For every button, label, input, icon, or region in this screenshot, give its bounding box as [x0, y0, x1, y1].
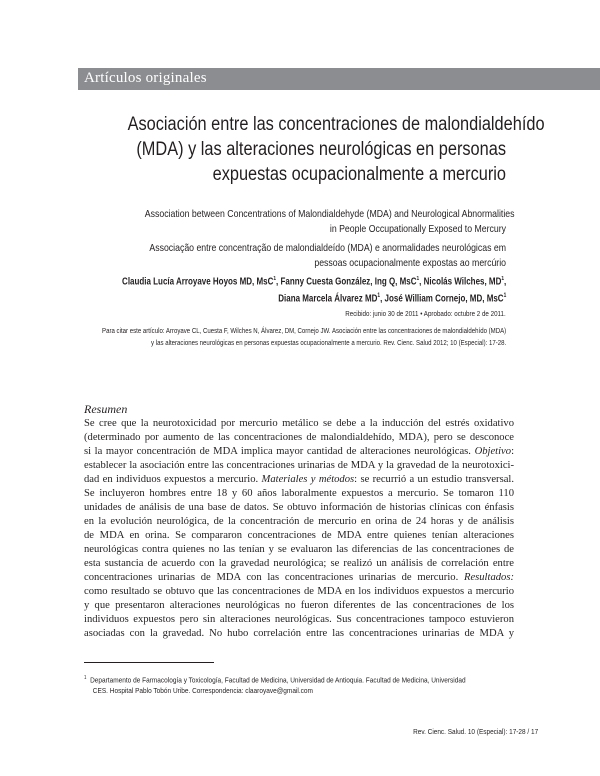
section-header-bar: [78, 68, 600, 90]
abstract-body: [84, 417, 514, 641]
abstract-line: individuos expuestos pero sin alteraciones neurológicas. Sus concentraciones tampoco estuvieron: [84, 614, 514, 625]
citation-note: [102, 325, 506, 349]
received-dates: Recibido: junio 30 de 2011 • Aprobado: octubre 2 de 2011.: [345, 309, 506, 318]
affiliation-mark: 1: [503, 293, 506, 300]
results-label: Resultados:: [463, 572, 514, 583]
page-footer: Rev. Cienc. Salud. 10 (Especial): 17-28 / 17: [412, 727, 538, 736]
abstract-line: asociadas con la gravedad. No hubo correlación entre las concentraciones urinarias de MDA y: [84, 628, 514, 639]
english-title-line: in People Occupationally Exposed to Mercury: [329, 224, 506, 235]
author-name: Claudia Lucía Arroyave Hoyos MD, MsC: [121, 276, 274, 288]
author-name: Fanny Cuesta González, Ing Q, MsC: [280, 276, 417, 288]
portuguese-title-line: pessoas ocupacionalmente expostas ao mercúrio: [314, 258, 506, 269]
methods-label: Materiales y métodos: [261, 474, 355, 485]
abstract-line: de MDA en orina. Se compararon concentraciones de MDA entre quienes tenían alteraciones: [84, 530, 514, 541]
author-name: Nicolás Wilches, MD: [423, 276, 502, 288]
footnote-mark: 1: [84, 675, 87, 681]
footnote-line: Departamento de Farmacología y Toxicología, Facultad de Medicina, Universidad de Antioquia. Facultad de Medicina, Universidad: [90, 675, 466, 685]
section-label: Artículos originales: [84, 70, 207, 86]
author-name: José William Cornejo, MD, MsC: [384, 293, 504, 305]
abstract-line: dad en individuos expuestos a mercurio. Materiales y métodos: se recurrió a un estudio transversal.: [84, 474, 514, 485]
title-line: expuestas ocupacionalmente a mercurio: [212, 164, 506, 185]
title-line: (MDA) y las alteraciones neurológicas en personas: [136, 139, 506, 160]
abstract-heading: Resumen: [84, 402, 128, 416]
objective-label: Objetivo: [474, 446, 512, 457]
affiliation-mark: 1: [377, 293, 380, 300]
abstract-line: concentraciones urinarias de MDA con las concentraciones urinarias de mercurio. Resultados:: [84, 572, 514, 583]
affiliation-mark: 1: [273, 276, 276, 282]
english-title-line: Association between Concentrations of Malondialdehyde (MDA) and Neurological Abnormalities: [144, 209, 515, 220]
author-list: Claudia Lucía Arroyave Hoyos MD, MsC$^1$, Fanny Cuesta González, Ing Q, MsC$^1$, Nicolás Wilches, $MD^1$, Diana Marcela Álvarez $MD^1$, José William Cornejo, MD, MsC$^1$: [121, 276, 506, 305]
portuguese-title-line: Associação entre concentração de malondialdeído (MDA) e anormalidades neurológicas em: [149, 243, 506, 254]
abstract-line: (determinado por aumento de las concentraciones de malondialdehído, MDA), pero se desconoce: [84, 432, 514, 443]
abstract-line: y que presentaron alteraciones neurológicas no fueron diferentes de las concentraciones de los: [84, 600, 514, 611]
affiliation-mark: 1: [416, 276, 419, 282]
abstract-line: Se incluyeron hombres entre 18 y 60 años laboralmente expuestos a mercurio. Se tomaron 110: [84, 488, 514, 499]
abstract-line: establecer la asociación entre las concentraciones urinarias de MDA y la gravedad de la neurotoxici-: [84, 460, 514, 471]
abstract-line: en la evolución neurológica, de la concentración de mercurio en orina de 24 horas y de análisis: [84, 516, 514, 527]
title-line: Asociación entre las concentraciones de malondialdehído: [127, 114, 545, 135]
abstract-line: neurológicas contra quienes no las tenían y se evaluaron las diferencias de las concentraciones de: [84, 544, 514, 555]
footnote-divider: [84, 662, 214, 663]
english-title: [144, 207, 515, 237]
citation-line: y las alteraciones neurológicas en personas expuestas ocupacionalmente a mercurio. Rev. Cienc. Salud 2012; 10 (Especial): 17-28.: [150, 338, 507, 347]
portuguese-title: [145, 241, 506, 271]
abstract-line: si la mayor concentración de MDA implica mayor cantidad de alteraciones neurológicas. Objetivo:: [84, 446, 515, 457]
article-title: [127, 112, 545, 187]
footnote: [84, 673, 471, 696]
footnote-line: CES. Hospital Pablo Tobón Uribe. Correspondencia: claaroyave@gmail.com: [92, 686, 313, 696]
author-name: Diana Marcela Álvarez MD: [277, 293, 378, 305]
affiliation-mark: 1: [501, 276, 504, 282]
abstract-line: como resultado se obtuvo que las concentraciones de MDA en los individuos expuestos a mercurio: [84, 586, 514, 597]
abstract-line: unidades de análisis de una base de datos. Se obtuvo información de historias clínicas con énfasis: [84, 502, 514, 513]
abstract-line: Se cree que la neurotoxicidad por mercurio metálico se debe a la inducción del estrés oxidativo: [84, 418, 514, 429]
abstract-line: esta sustancia de acuerdo con la gravedad neurológica; se realizó un análisis de correlación entre: [84, 558, 514, 569]
citation-line: Para citar este artículo: Arroyave CL, Cuesta F, Wilches N, Álvarez, DM, Cornejo JW. Asociación entre las concentraciones de malondialdehído (MDA): [101, 326, 506, 335]
